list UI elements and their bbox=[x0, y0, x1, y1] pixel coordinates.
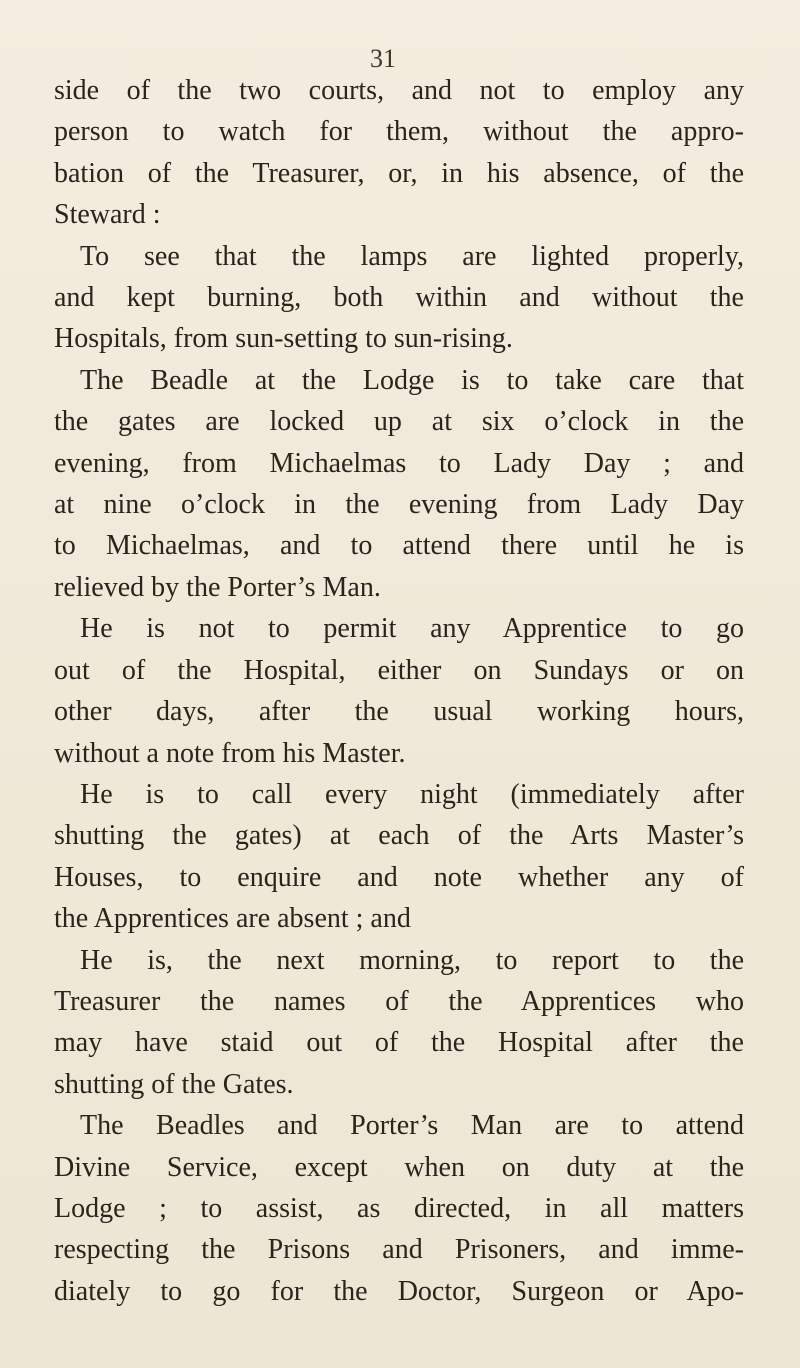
text-line: may have staid out of the Hospital after the bbox=[54, 1027, 744, 1059]
text-line: other days, after the usual working hours, bbox=[54, 696, 744, 728]
text-line: and kept burning, both within and without the bbox=[54, 282, 744, 314]
page-number: 31 bbox=[370, 44, 396, 73]
text-line: relieved by the Porter’s Man. bbox=[54, 571, 381, 603]
text-line: side of the two courts, and not to employ any bbox=[54, 75, 744, 106]
text-line: evening, from Michaelmas to Lady Day ; and bbox=[54, 447, 744, 479]
text-line: He is not to permit any Apprentice to go bbox=[80, 613, 744, 645]
text-line: He is, the next morning, to report to the bbox=[80, 944, 744, 976]
text-line: He is to call every night (immediately after bbox=[80, 778, 744, 810]
text-line: person to watch for them, without the appro- bbox=[54, 116, 744, 148]
text-line: respecting the Prisons and Prisoners, and imme- bbox=[54, 1234, 744, 1266]
text-line: Treasurer the names of the Apprentices who bbox=[54, 985, 744, 1017]
text-line: To see that the lamps are lighted properly, bbox=[80, 240, 744, 272]
text-line: Houses, to enquire and note whether any of bbox=[54, 861, 744, 893]
text-line: bation of the Treasurer, or, in his absence, of the bbox=[54, 157, 744, 189]
text-line: shutting the gates) at each of the Arts Master’s bbox=[54, 820, 744, 852]
text-line: to Michaelmas, and to attend there until he is bbox=[54, 530, 744, 562]
text-line: Lodge ; to assist, as directed, in all matters bbox=[54, 1192, 744, 1224]
text-line: The Beadles and Porter’s Man are to attend bbox=[80, 1110, 744, 1142]
text-line: shutting of the Gates. bbox=[54, 1068, 294, 1100]
text-line: Steward : bbox=[54, 199, 161, 231]
text-line: the Apprentices are absent ; and bbox=[54, 903, 411, 935]
text-line: out of the Hospital, either on Sundays or on bbox=[54, 654, 744, 686]
text-line: Divine Service, except when on duty at the bbox=[54, 1151, 744, 1183]
body-text bbox=[54, 70, 744, 1312]
text-line: The Beadle at the Lodge is to take care that bbox=[80, 364, 744, 396]
text-line: diately to go for the Doctor, Surgeon or Apo- bbox=[54, 1275, 744, 1307]
text-line: the gates are locked up at six o’clock in the bbox=[54, 406, 744, 438]
text-line: Hospitals, from sun-setting to sun-rising. bbox=[54, 323, 513, 355]
text-line: at nine o’clock in the evening from Lady Day bbox=[54, 489, 744, 521]
text-line: without a note from his Master. bbox=[54, 737, 406, 769]
